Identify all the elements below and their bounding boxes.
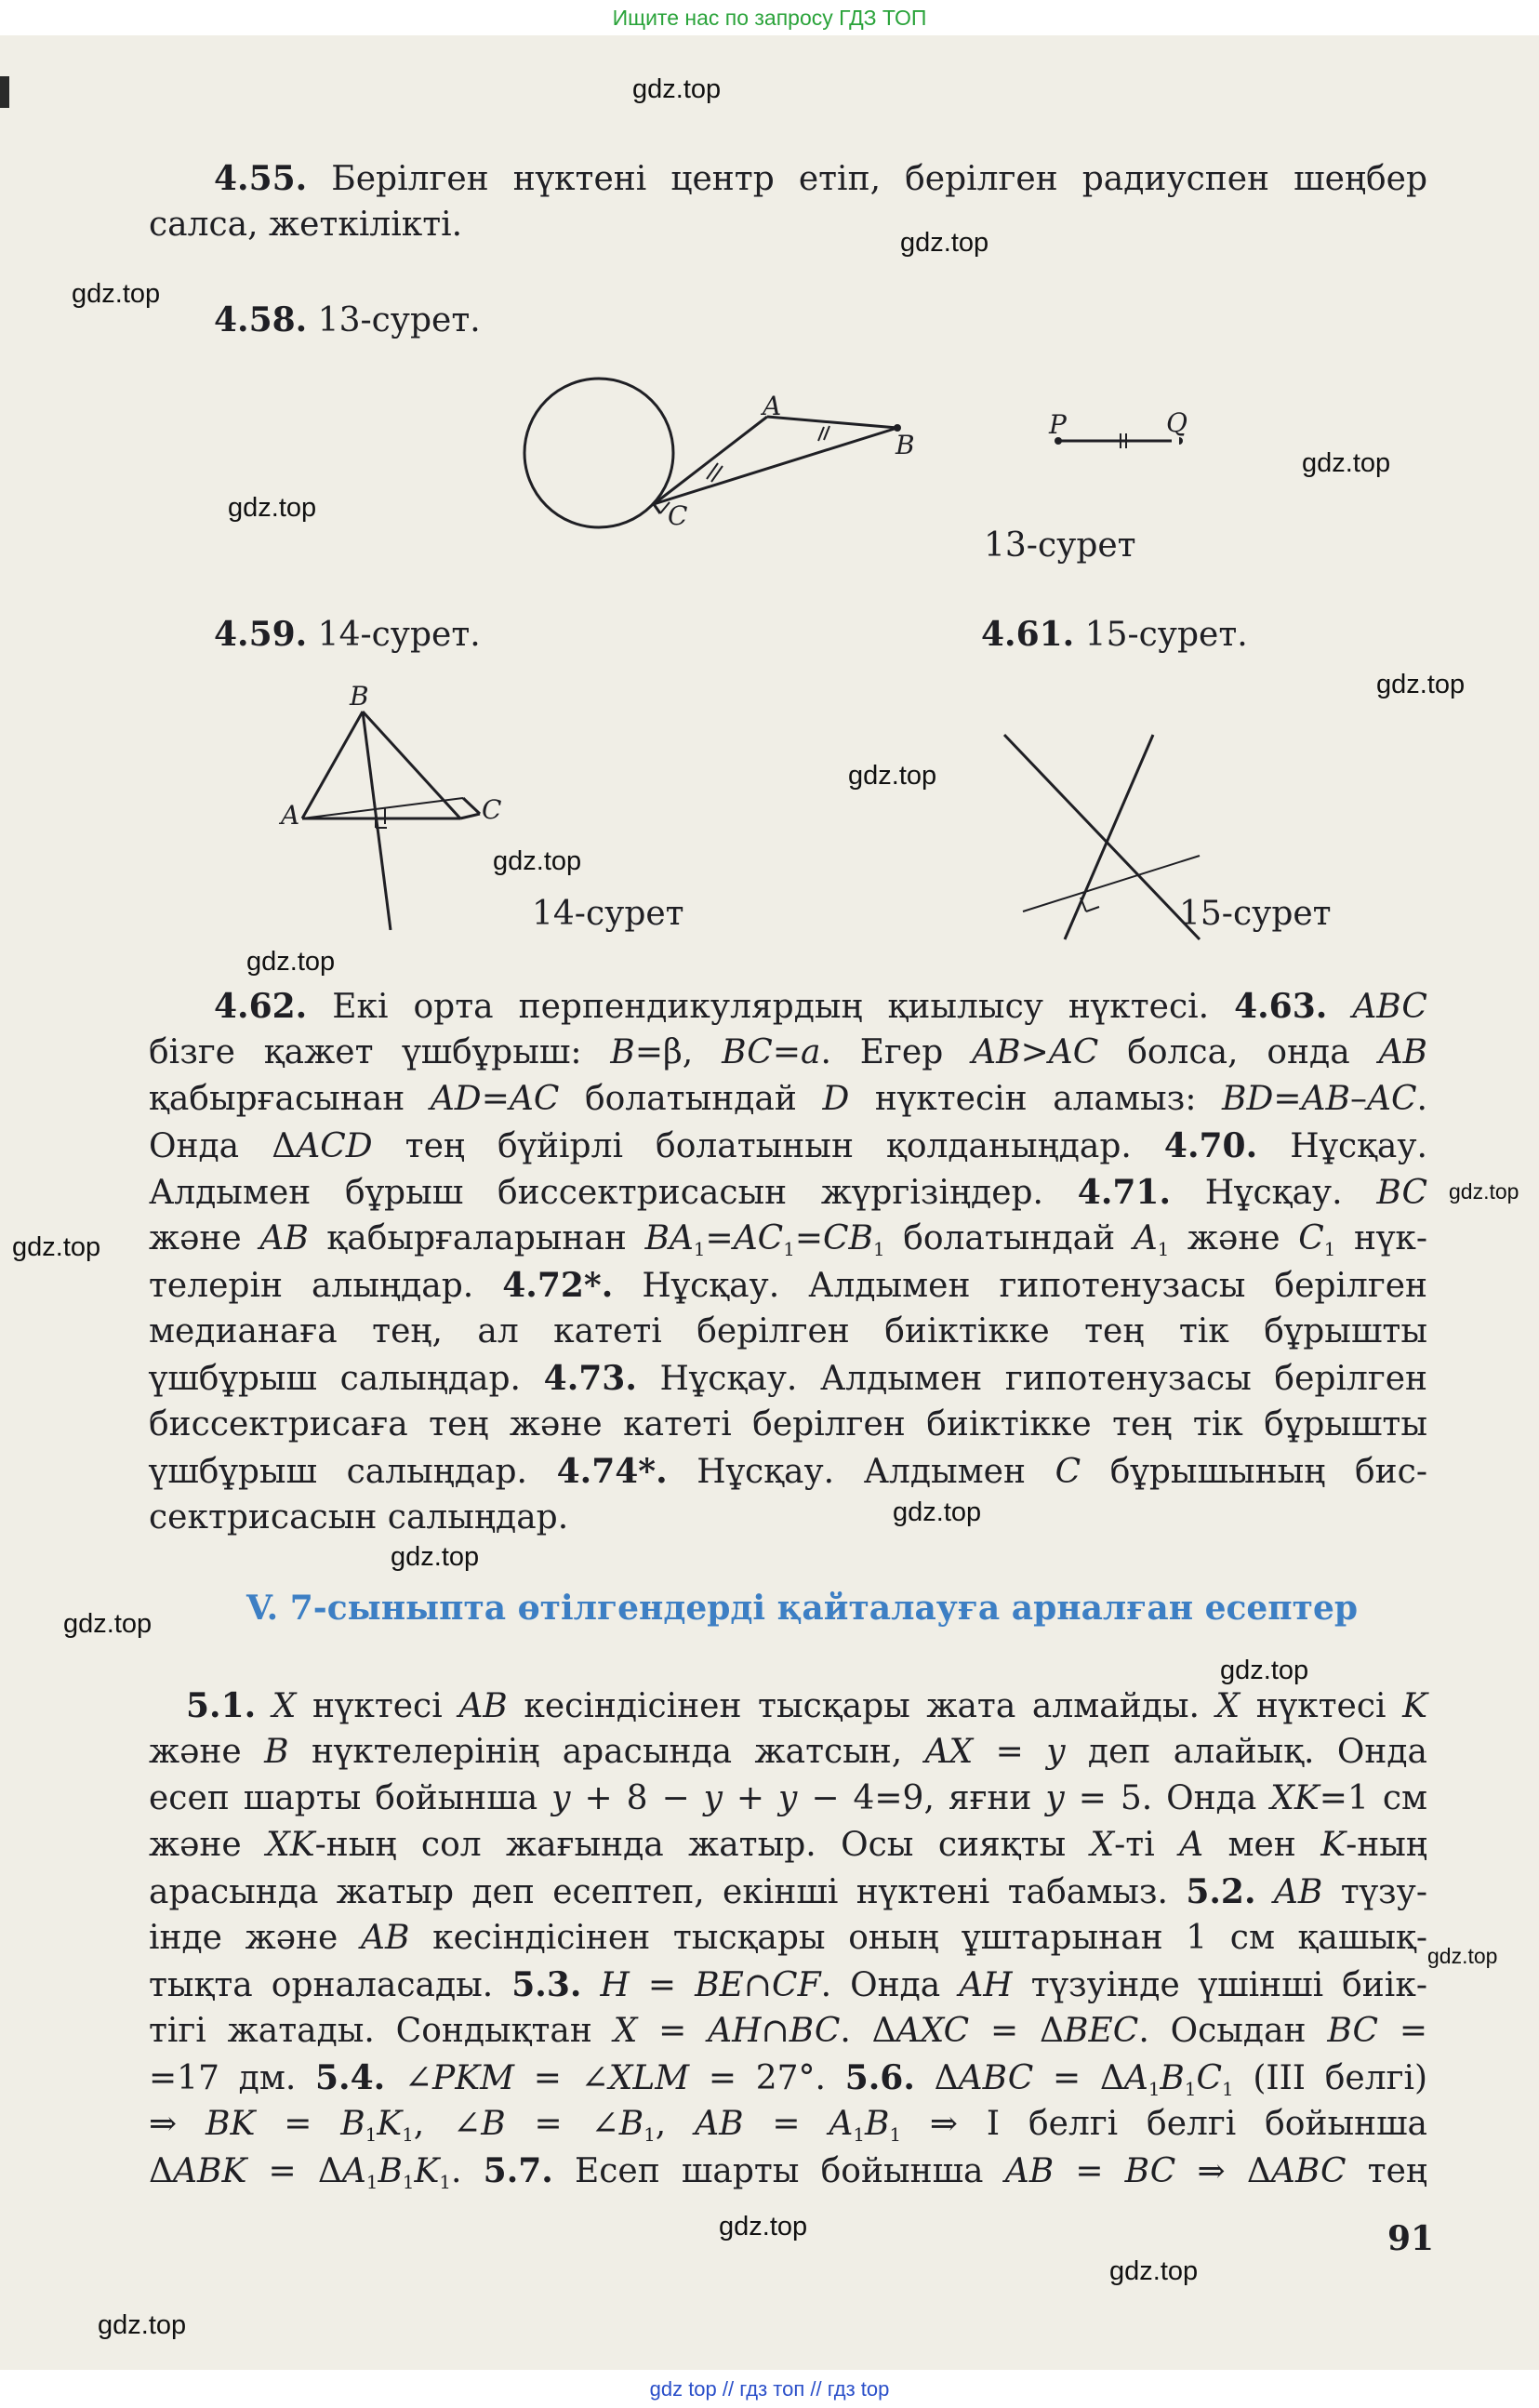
watermark: gdz.top bbox=[1376, 670, 1466, 699]
paragraph-line: телерін алыңдар. 4.72*. Нұсқау. Алдымен гипотенузасы берілген bbox=[149, 1266, 1427, 1305]
paragraph-line: үшбұрыш салыңдар. 4.74*. Нұсқау. Алдымен C бұрышының бис- bbox=[149, 1452, 1427, 1491]
label-b: B bbox=[896, 430, 915, 460]
watermark: gdz.top bbox=[893, 1497, 982, 1527]
figure-13-drawing bbox=[521, 372, 1172, 539]
watermark: gdz.top bbox=[632, 74, 722, 104]
watermark: gdz.top bbox=[493, 846, 582, 876]
paragraph-line: және AB қабырғаларынан $BA_1=AC_1=CB_1$ болатындай $A_1$ және $C_1$ нүк- bbox=[149, 1219, 1427, 1260]
paragraph-line: есеп шарты бойынша y + 8 − y + y − 4=9, яғни y = 5. Онда XK=1 см bbox=[149, 1779, 1427, 1817]
paragraph-line: бізге қажет үшбұрыш: B=β, BC=a. Егер AB>AC болса, онда AB bbox=[149, 1033, 1428, 1071]
watermark: gdz.top bbox=[12, 1232, 101, 1262]
watermark: gdz.top bbox=[228, 493, 317, 523]
figure-14-caption: 14-сурет bbox=[532, 895, 684, 933]
label-b: B bbox=[350, 681, 369, 712]
watermark: gdz.top bbox=[72, 279, 161, 309]
problem-ref: 4.58. 13-сурет. bbox=[214, 300, 481, 339]
paragraph-line: 4.62. Екі орта перпендикулярдың қиылысу нүктесі. 4.63. ABC bbox=[214, 987, 1427, 1026]
paragraph-line: медианаға тең, ал катеті берілген биіктікке тең тік бұрышты bbox=[149, 1312, 1427, 1350]
paragraph-line: арасында жатыр деп есептеп, екінші нүктені табамыз. 5.2. AB түзу- bbox=[149, 1872, 1428, 1911]
paragraph-line: қабырғасынан AD=AC болатындай D нүктесін аламыз: BD=AB–AC. bbox=[149, 1080, 1427, 1118]
figure-15-caption: 15-сурет bbox=[1179, 895, 1332, 933]
paragraph-line: биссектрисаға тең және катеті берілген биіктікке тең тік бұрышты bbox=[149, 1405, 1427, 1443]
paragraph-line: Онда ΔACD тең бүйірлі болатынын қолданыңдар. 4.70. Нұсқау. bbox=[149, 1126, 1428, 1165]
watermark: gdz.top bbox=[246, 947, 336, 977]
top-banner[interactable]: Ищите нас по запросу ГДЗ ТОП bbox=[0, 0, 1539, 35]
watermark: gdz.top bbox=[98, 2310, 187, 2340]
figure-15-drawing bbox=[986, 716, 1209, 949]
paragraph-line: салса, жеткілікті. bbox=[149, 206, 463, 244]
label-p: P bbox=[1049, 409, 1067, 440]
problem-ref: 4.61. 15-сурет. bbox=[981, 615, 1248, 654]
paragraph-line: және XK-ның сол жағында жатыр. Осы сияқты X-ті A мен K-ның bbox=[149, 1826, 1427, 1864]
watermark: gdz.top bbox=[63, 1609, 153, 1639]
paragraph-line: сектрисасын салыңдар. bbox=[149, 1498, 569, 1537]
watermark: gdz.top bbox=[1427, 1944, 1498, 1968]
paragraph-line: тігі жатады. Сондықтан X = AH∩BC. ΔAXC = ΔBEC. Осыдан BC = bbox=[149, 2012, 1427, 2050]
paragraph-line: =17 дм. 5.4. ∠PKM = ∠XLM = 27°. 5.6. $\Delta ABC = \Delta A_1B_1C_1$ (III белгі) bbox=[149, 2058, 1428, 2100]
label-c: C bbox=[668, 500, 688, 531]
problem-ref: 4.59. 14-сурет. bbox=[214, 615, 481, 654]
paragraph-line: және B нүктелерінің арасында жатсын, AX = y деп алайық. Онда bbox=[149, 1733, 1427, 1771]
paragraph-line: інде және AB кесіндісінен тысқары оның ұштарынан 1 см қашық- bbox=[149, 1919, 1427, 1957]
watermark: gdz.top bbox=[1302, 448, 1391, 478]
figure-13-caption: 13-сурет bbox=[984, 526, 1136, 565]
figure-14-drawing bbox=[298, 688, 539, 930]
paragraph-line: $\Delta ABK = \Delta A_1B_1K_1$. 5.7. Есеп шарты бойынша AB = BC ⇒ ΔABC тең bbox=[149, 2151, 1427, 2193]
paragraph-line: Алдымен бұрыш биссектрисасын жүргізіңдер. 4.71. Нұсқау. BC bbox=[149, 1173, 1427, 1212]
watermark: gdz.top bbox=[1449, 1179, 1519, 1204]
page-number: 91 bbox=[1387, 2219, 1435, 2258]
label-c: C bbox=[482, 794, 502, 825]
label-q: Q bbox=[1166, 407, 1187, 438]
watermark: gdz.top bbox=[848, 761, 937, 791]
label-a: A bbox=[763, 391, 782, 421]
paragraph-line: үшбұрыш салыңдар. 4.73. Нұсқау. Алдымен гипотенузасы берілген bbox=[149, 1359, 1427, 1398]
watermark: gdz.top bbox=[1109, 2256, 1199, 2286]
point-q bbox=[1179, 437, 1183, 446]
bottom-banner[interactable]: gdz top // гдз топ // гдз top bbox=[0, 2370, 1539, 2408]
watermark: gdz.top bbox=[391, 1542, 480, 1572]
paragraph-line: тықта орналасады. 5.3. H = BE∩CF. Онда AH түзуінде үшінші биік- bbox=[149, 1965, 1427, 2004]
label-a: A bbox=[281, 800, 300, 831]
watermark: gdz.top bbox=[1220, 1656, 1309, 1685]
paragraph-line: ⇒ BK = $B_1K_1$, ∠B = $\angle B_1$, AB = $A_1B_1$ ⇒ I белгі белгі бойынша bbox=[149, 2105, 1428, 2146]
paragraph-line: 4.55. Берілген нүктені центр етіп, берілген радиуспен шеңбер bbox=[214, 159, 1427, 198]
section-title: V. 7-сыныпта өтілгендерді қайталауға арналған есептер bbox=[246, 1589, 1359, 1628]
watermark: gdz.top bbox=[719, 2212, 808, 2242]
paragraph-line: 5.1. X нүктесі AB кесіндісінен тысқары жата алмайды. X нүктесі K bbox=[186, 1686, 1427, 1725]
watermark: gdz.top bbox=[900, 228, 989, 258]
page-spine-mark bbox=[0, 76, 9, 108]
